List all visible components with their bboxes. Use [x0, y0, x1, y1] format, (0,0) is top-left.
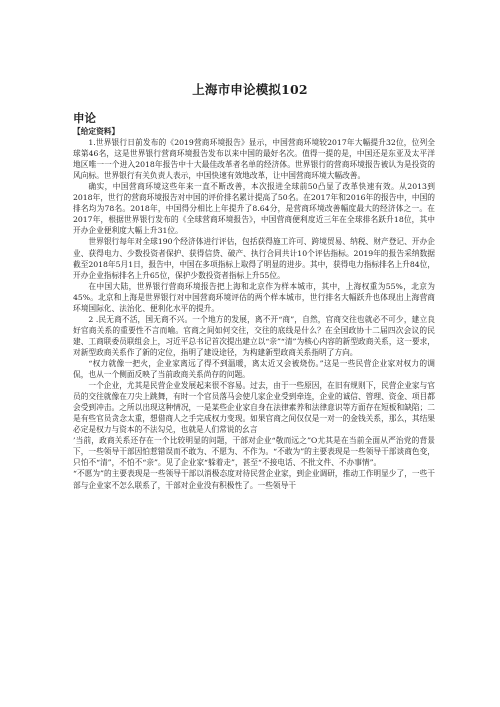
document-body: [73, 126, 435, 491]
paragraph: ’当前，政商关系还存在一个比较明显的问题，干部对企业“敬而远之”O尤其是在当前全面从严治党的背景下，一些领导干部因怕惹错误而不敢为、不愿为、不作为。“不敢为”的主要表现是一些领导干部谈商色变，只怕不“清”，不怕不“亲”。见了企业家“躲着走”，甚至“不接电话、不批文件、不办事情”。: [73, 436, 435, 468]
section-heading: 申论: [73, 111, 96, 125]
paragraph: “权力就像一把火，企业家离远了得不到温暖，离太近又会被烧伤。”这是一些民营企业家对权力的调侃，也从一个侧面反映了当前政商关系尚存的问题。: [73, 358, 435, 380]
paragraph: 世界银行每年对全球190个经济体进行评估，包括获得施工许可、跨境贸易、纳税、财产登记、开办企业、获得电力、少数投资者保护、获得信贷、破产、执行合同共计10个评估指标。2019年的报告采纳数据截至2018年5月1日，报告中，中国在多项指标上取得了明显的进步。其中，获得电力指标排名上升84位，开办企业指标排名上升65位，保护少数投资者指标上升55位。: [73, 237, 436, 280]
materials-heading: 【给定资料】: [73, 127, 120, 136]
paragraph: 1.世界银行日前发布的《2019营商环境报告》显示，中国营商环境较2017年大幅提升32位，位列全球第46名，这是世界银行营商环境报告发布以来中国的最好名次。值得一提的是，中国还是东亚及太平洋地区唯一一个进入2018年报告中十大最佳改革者名单的经济体。世界银行的营商环境报告被认为是投资的风向标。世界银行有关负责人表示，中国快速有效地改革，让中国营商环境大幅改善。: [73, 138, 435, 181]
paragraph: 在中国大陆，世界银行营商环境报告把上海和北京作为样本城市，其中，上海权重为55%，北京为45%。北京和上海是世界银行对中国营商环境评估的两个样本城市，世行排名大幅跃升也体现出上海营商环境国际化、法治化、便利化水平的提升。: [73, 281, 435, 313]
paragraph: “不愿为”的主要表现是一些领导干部以消极态度对待民营企业家，到企业调研，推动工作明显少了，一些干部与企业家不怎么联系了，干部对企业没有积极性了。一些领导干: [73, 469, 435, 490]
paragraph: 一个企业，尤其是民营企业发展起来很不容易。过去，由于一些原因，在旧有规则下，民营企业家与官员的交往就像在刀尖上跳舞，有时一个官员落马会使几家企业受到牵连，企业的诚信、管理、资金、项目都会受到冲击。之所以出现这种情况，一是某些企业家自身在法律素养和法律意识等方面存在短板和缺陷；二是有些官员贪念太重，想借商人之手完成权力变现。如果官商之间仅仅是一对一的金钱关系，那么，其结果必定是权力与资本的不法勾兑，也就是人们常说的幺言: [73, 381, 435, 435]
page-title: 上海市申论模拟102: [192, 82, 308, 97]
paragraph: 2 .民无商不活，国无商不兴。一个地方的发展，离不开“商”，自然，官商交往也就必不可少，建立良好官商关系的重要性不言而喻。官商之间如何交往，交往的底线是什么？在全国政协十二届四次会议的民建、工商联委员联组会上，习近平总书记首次提出建立以“亲”“清”为核心内容的新型政商关系，这一要求，对新型政商关系作了新的定位，指明了建设途径，为构建新型政商关系指明了方向。: [73, 314, 435, 357]
paragraph: 确实，中国营商环境这些年来一直不断改善，本次报进全球前50凸显了改革快速有效。从2013到2018年，世行的营商环境报告对中国的评价排名累计提高了50名。在2017年和2016年的报告中，中国的排名均为78名。2018年，中国得分相比上年提升了8.64分，是营商环境改善幅度最大的经济体之一。在2017年，根据世界银行发布的《全球营商环境报告》，中国营商便利度近三年在全球排名跃升18位，其中开办企业便利度大幅上升31位。: [73, 182, 435, 236]
